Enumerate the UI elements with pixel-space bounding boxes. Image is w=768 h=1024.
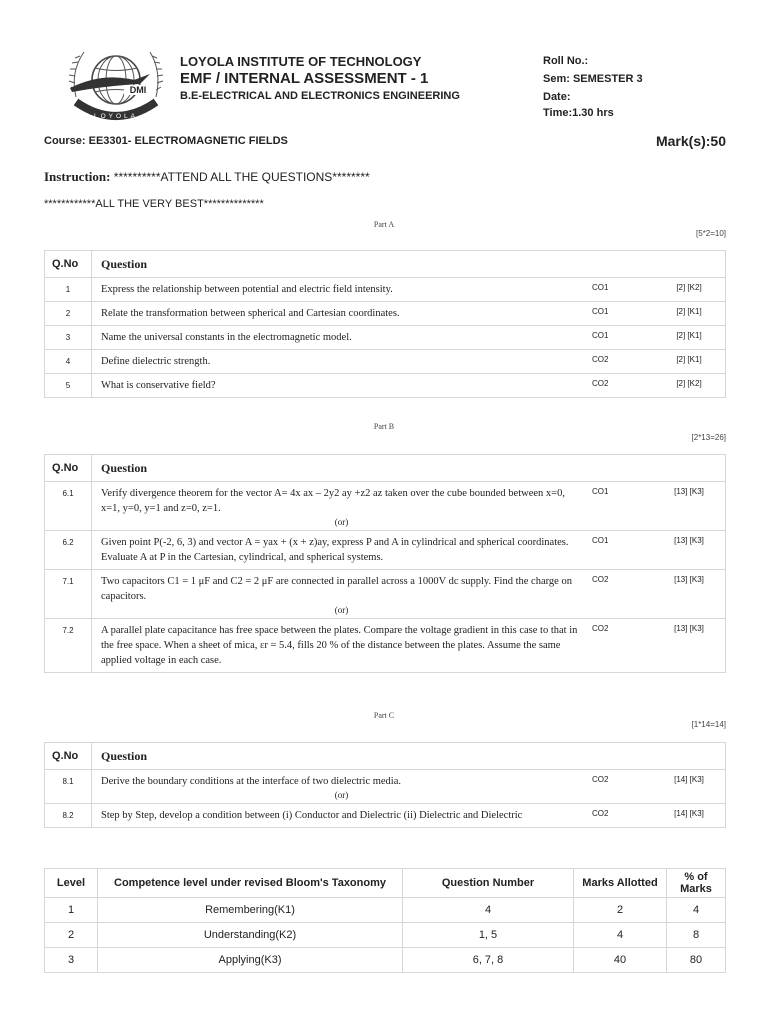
course-outcome: CO2 <box>591 374 653 398</box>
part-a-title: Part A <box>373 220 395 229</box>
question-marks: [2] [K1] <box>653 350 726 374</box>
percent-marks: 80 <box>667 948 726 973</box>
competence-level: Understanding(K2) <box>98 923 403 948</box>
marks-allotted-header: Marks Allotted <box>574 869 667 898</box>
or-separator: (or) <box>92 516 592 531</box>
course-outcome: CO1 <box>591 302 653 326</box>
part-c-title: Part C <box>373 711 395 720</box>
qno-header: Q.No <box>45 743 92 770</box>
question-header: Question <box>92 455 726 482</box>
level-rows <box>45 898 726 973</box>
course-outcome: CO2 <box>591 570 653 619</box>
level-row <box>45 948 726 973</box>
question-number: 4 <box>45 350 92 374</box>
question-marks: [14] [K3] <box>653 804 726 828</box>
part-c-table <box>44 742 726 828</box>
question-numbers: 1, 5 <box>403 923 574 948</box>
marks-allotted: 2 <box>574 898 667 923</box>
question-marks: [2] [K2] <box>653 278 726 302</box>
question-text: Verify divergence theorem for the vector A= 4x ax – 2y2 ay +z2 az taken over the cube bounded between x=0, x=1, y=0, y=1 and z=0, z=1. <box>92 482 592 517</box>
question-row <box>45 531 726 570</box>
question-row <box>45 350 726 374</box>
qno-header: Q.No <box>45 455 92 482</box>
question-row <box>45 326 726 350</box>
question-number: 2 <box>45 302 92 326</box>
part-b-total: [2*13=26] <box>691 433 726 442</box>
qno-header: Q.No <box>45 251 92 278</box>
question-numbers: 4 <box>403 898 574 923</box>
percent-marks: 8 <box>667 923 726 948</box>
question-number: 8.2 <box>45 804 92 828</box>
question-marks: [13] [K3] <box>653 531 726 570</box>
logo-mark: DMI <box>129 85 147 95</box>
question-number: 6.2 <box>45 531 92 570</box>
course-outcome: CO1 <box>591 482 653 531</box>
question-number: 6.1 <box>45 482 92 531</box>
logo-text: LOYOLA <box>93 113 139 120</box>
question-text: A parallel plate capacitance has free space between the plates. Compare the voltage gradient in this case to that in the free space. When a sheet of mica, εr = 5.4, fills 20 % of the distance between the plates. Assume the same applied voltage in each case. <box>92 619 592 673</box>
question-number: 7.1 <box>45 570 92 619</box>
question-header: Question <box>92 251 726 278</box>
question-text: Express the relationship between potential and electric field intensity. <box>92 278 592 302</box>
percent-marks: 4 <box>667 898 726 923</box>
competence-level: Applying(K3) <box>98 948 403 973</box>
question-text: Relate the transformation between spherical and Cartesian coordinates. <box>92 302 592 326</box>
level-number: 1 <box>45 898 98 923</box>
part-c-rows <box>45 770 726 828</box>
semester-label: Sem: SEMESTER 3 <box>543 73 643 85</box>
or-separator: (or) <box>92 604 592 619</box>
course-outcome: CO1 <box>591 278 653 302</box>
question-marks: [14] [K3] <box>653 770 726 804</box>
date-label: Date: <box>543 91 571 103</box>
level-row <box>45 898 726 923</box>
part-b-title: Part B <box>373 422 395 431</box>
question-text: Two capacitors C1 = 1 μF and C2 = 2 μF are connected in parallel across a 1000V dc supply. Find the charge on capacitors. <box>92 570 592 605</box>
part-c-total: [1*14=14] <box>691 720 726 729</box>
question-numbers: 6, 7, 8 <box>403 948 574 973</box>
question-marks: [13] [K3] <box>653 619 726 673</box>
question-number: 7.2 <box>45 619 92 673</box>
instruction-label: Instruction: <box>44 169 111 184</box>
question-number: 1 <box>45 278 92 302</box>
part-b-rows <box>45 482 726 673</box>
question-row <box>45 570 726 605</box>
course-outcome: CO2 <box>591 350 653 374</box>
question-number: 5 <box>45 374 92 398</box>
question-text: Step by Step, develop a condition between (i) Conductor and Dielectric (ii) Dielectric and Dielectric <box>92 804 592 828</box>
competence-level: Remembering(K1) <box>98 898 403 923</box>
course-outcome: CO1 <box>591 531 653 570</box>
question-marks: [13] [K3] <box>653 570 726 619</box>
question-row <box>45 804 726 828</box>
question-text: Name the universal constants in the electromagnetic model. <box>92 326 592 350</box>
question-marks: [13] [K3] <box>653 482 726 531</box>
question-row <box>45 770 726 790</box>
part-a-total: [5*2=10] <box>695 229 726 238</box>
level-number: 3 <box>45 948 98 973</box>
marks-allotted: 4 <box>574 923 667 948</box>
level-row <box>45 923 726 948</box>
question-text: Given point P(-2, 6, 3) and vector A = yax + (x + z)ay, express P and A in cylindrical and spherical coordinates. Evaluate A at P in the Cartesian, cylindrical, and spherical systems. <box>92 531 592 570</box>
question-row <box>45 619 726 673</box>
exam-title: EMF / INTERNAL ASSESSMENT - 1 <box>180 70 429 87</box>
question-row <box>45 278 726 302</box>
competence-header: Competence level under revised Bloom's Taxonomy <box>98 869 403 898</box>
best-wishes: ************ALL THE VERY BEST************** <box>44 198 264 210</box>
course-title: Course: EE3301- ELECTROMAGNETIC FIELDS <box>44 135 288 147</box>
part-b-table <box>44 454 726 673</box>
part-a-table <box>44 250 726 398</box>
marks-allotted: 40 <box>574 948 667 973</box>
question-row <box>45 482 726 517</box>
question-number: 8.1 <box>45 770 92 804</box>
level-header: Level <box>45 869 98 898</box>
question-row <box>45 302 726 326</box>
question-number-header: Question Number <box>403 869 574 898</box>
total-marks: Mark(s):50 <box>655 133 726 149</box>
question-header: Question <box>92 743 726 770</box>
course-outcome: CO2 <box>591 804 653 828</box>
percent-marks-header: % of Marks <box>667 869 726 898</box>
institute-name: LOYOLA INSTITUTE OF TECHNOLOGY <box>180 54 422 69</box>
course-outcome: CO2 <box>591 619 653 673</box>
question-text: What is conservative field? <box>92 374 592 398</box>
question-number: 3 <box>45 326 92 350</box>
course-outcome: CO2 <box>591 770 653 804</box>
loyola-logo <box>62 42 170 130</box>
question-row <box>45 374 726 398</box>
time-label: Time:1.30 hrs <box>543 107 614 119</box>
question-marks: [2] [K1] <box>653 326 726 350</box>
question-text: Derive the boundary conditions at the interface of two dielectric media. <box>92 770 592 790</box>
question-marks: [2] [K1] <box>653 302 726 326</box>
question-text: Define dielectric strength. <box>92 350 592 374</box>
question-marks: [2] [K2] <box>653 374 726 398</box>
instruction-text: **********ATTEND ALL THE QUESTIONS******** <box>113 170 370 184</box>
level-number: 2 <box>45 923 98 948</box>
or-separator: (or) <box>92 789 592 804</box>
roll-no-label: Roll No.: <box>543 55 589 67</box>
bloom-level-table <box>44 868 726 973</box>
course-outcome: CO1 <box>591 326 653 350</box>
instruction <box>44 169 370 185</box>
part-a-rows <box>45 278 726 398</box>
department-name: B.E-ELECTRICAL AND ELECTRONICS ENGINEERING <box>180 90 460 102</box>
